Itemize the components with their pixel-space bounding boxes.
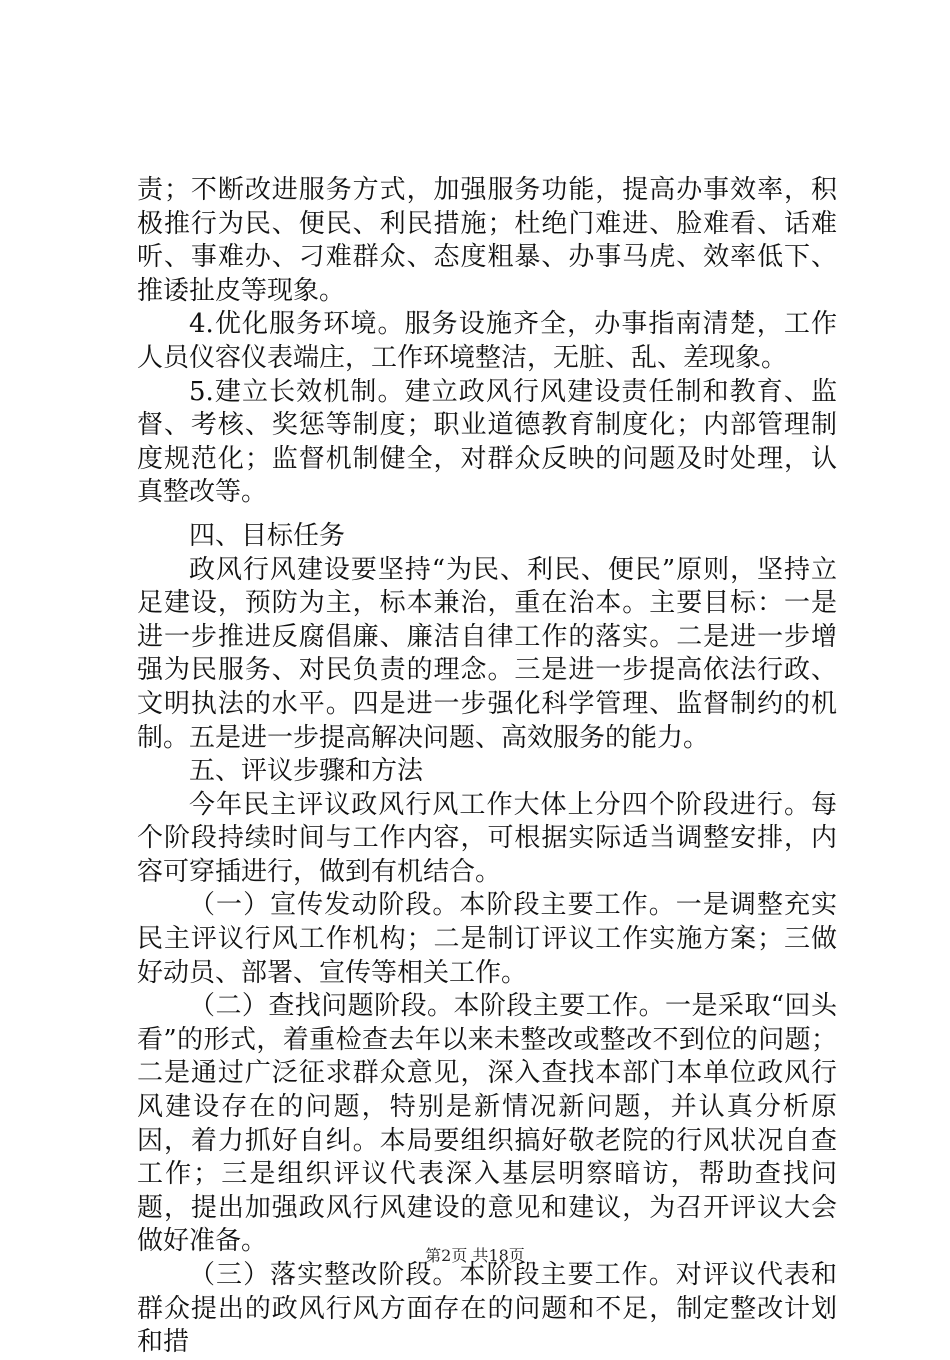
paragraph-stage-2: （二）查找问题阶段。本阶段主要工作。一是采取“回头看”的形式，着重检查去年以来未整改或整改不到位的问题；二是通过广泛征求群众意见，深入查找本部门本单位政风行风建设存在的问题，特别是新情况新问题，并认真分析原因，着力抓好自纠。本局要组织搞好敬老院的行风状况自查工作；三是组织评议代表深入基层明察暗访，帮助查找问题，提出加强政风行风建设的意见和建议，为召开评议大会做好准备。 [137, 991, 837, 1257]
paragraph-stage-3: （三）落实整改阶段。本阶段主要工作。对评议代表和群众提出的政风行风方面存在的问题和不足，制定整改计划和措 [137, 1260, 837, 1358]
paragraph-gap [137, 510, 837, 520]
paragraph-continuation: 责；不断改进服务方式，加强服务功能，提高办事效率，积极推行为民、便民、利民措施；杜绝门难进、脸难看、话难听、事难办、刁难群众、态度粗暴、办事马虎、效率低下、推诿扯皮等现象。 [137, 175, 837, 306]
paragraph-stage-1: （一）宣传发动阶段。本阶段主要工作。一是调整充实民主评议行风工作机构；二是制订评议工作实施方案；三做好动员、部署、宣传等相关工作。 [137, 890, 837, 988]
paragraph-goals: 政风行风建设要坚持“为民、利民、便民”原则，坚持立足建设，预防为主，标本兼治，重在治本。主要目标：一是进一步推进反腐倡廉、廉洁自律工作的落实。二是进一步增强为民服务、对民负责的理念。三是进一步提高依法行政、文明执法的水平。四是进一步强化科学管理、监督制约的机制。五是进一步提高解决问题、高效服务的能力。 [137, 554, 837, 753]
document-body [137, 174, 837, 1360]
section-heading-5: 五、评议步骤和方法 [189, 756, 424, 787]
section-heading-4: 四、目标任务 [189, 520, 346, 551]
paragraph-item-5: 5.建立长效机制。建立政风行风建设责任制和教育、监督、考核、奖惩等制度；职业道德教育制度化；内部管理制度规范化；监督机制健全，对群众反映的问题及时处理，认真整改等。 [137, 376, 837, 508]
page-footer: 第2页 共18页 [425, 1246, 525, 1265]
paragraph-stages-intro: 今年民主评议政风行风工作大体上分四个阶段进行。每个阶段持续时间与工作内容，可根据实际适当调整安排，内容可穿插进行，做到有机结合。 [137, 789, 837, 887]
paragraph-item-4: 4.优化服务环境。服务设施齐全，办事指南清楚，工作人员仪容仪表端庄，工作环境整洁，无脏、乱、差现象。 [137, 309, 837, 373]
